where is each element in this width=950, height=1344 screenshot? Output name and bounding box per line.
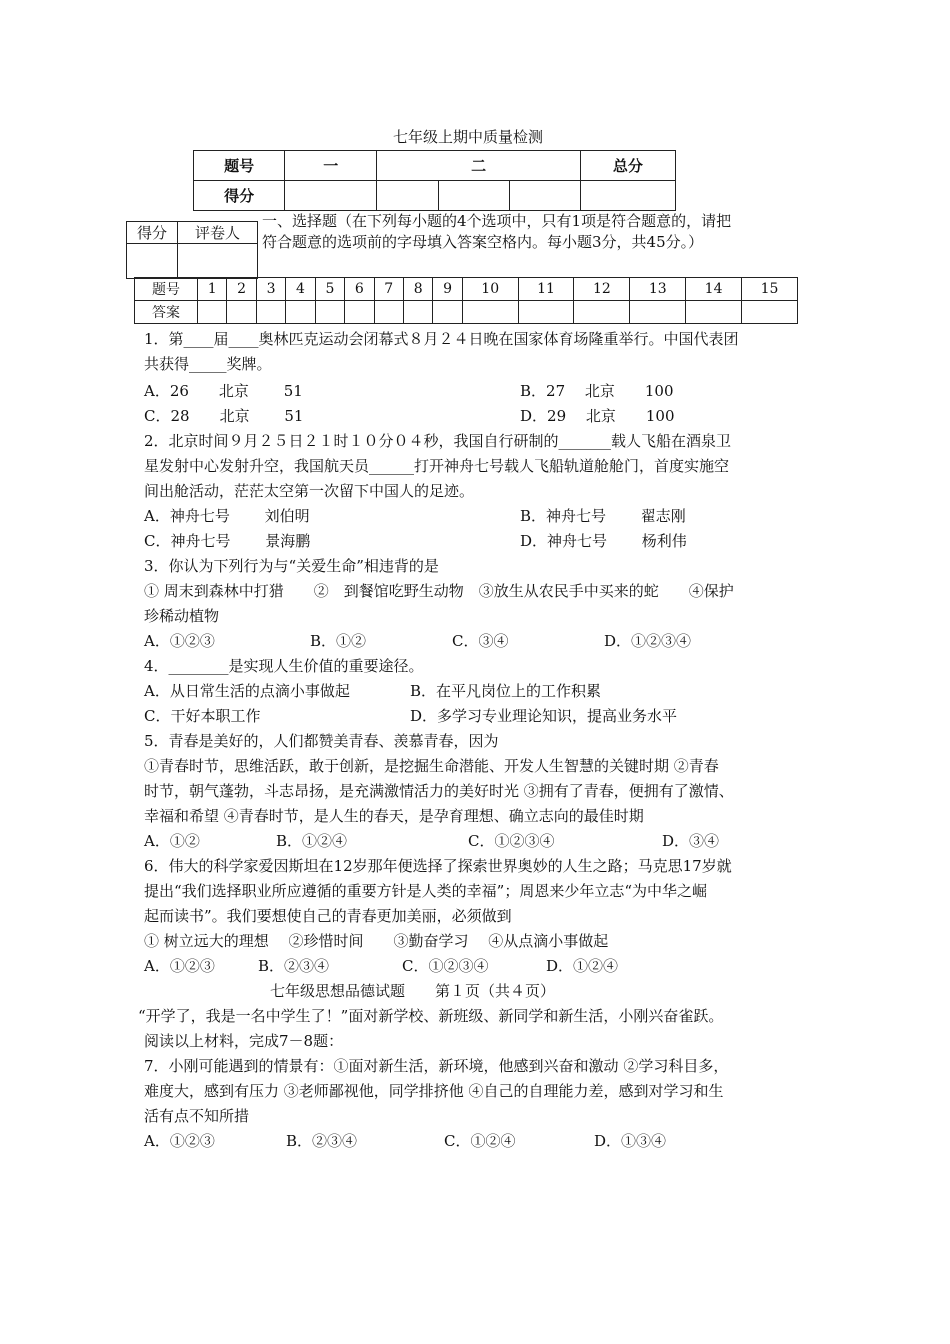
q1-option-a: A．26 北京 51 (144, 382, 303, 400)
q6-option-a: A．①②③ (144, 957, 215, 975)
page-title: 七年级上期中质量检测 (393, 128, 544, 146)
grader-name-label: 评卷人 (178, 222, 258, 244)
section1-line2: 符合题意的选项前的字母填入答案空格内。每小题3分，共45分。） (262, 233, 704, 251)
q7-line1: 7．小刚可能遇到的情景有：①面对新生活，新环境，他感到兴奋和激动 ②学习科目多， (144, 1057, 729, 1075)
q4-option-c: C．干好本职工作 (144, 707, 261, 725)
q3-option-c: C．③④ (452, 632, 509, 650)
answer-cell-1[interactable] (198, 301, 227, 324)
q2-option-b: B．神舟七号 翟志刚 (520, 507, 686, 525)
answer-header-label: 题号 (135, 278, 198, 301)
section1-line1: 一、选择题（在下列每小题的4个选项中，只有1项是符合题意的，请把 (262, 212, 732, 230)
q1-option-b: B．27 北京 100 (520, 382, 674, 400)
q1-line2: 共获得_____奖牌。 (144, 355, 272, 373)
answer-row-label: 答案 (135, 301, 198, 324)
page-footer: 七年级思想品德试题 第１页（共４页） (270, 982, 556, 1000)
q1-option-d: D．29 北京 100 (520, 407, 675, 425)
q3-line1: 3．你认为下列行为与“关爱生命”相违背的是 (144, 557, 439, 575)
score-header-qnum: 题号 (194, 151, 285, 181)
answer-table (134, 277, 798, 324)
q3-option-d: D．①②③④ (604, 632, 692, 650)
answer-qnum-13: 13 (630, 278, 686, 301)
q6-line3: 起而读书”。我们要想使自己的青春更加美丽，必须做到 (144, 907, 512, 925)
answer-qnum-4: 4 (286, 278, 315, 301)
answer-qnum-11: 11 (518, 278, 574, 301)
grader-score-cell[interactable] (127, 244, 178, 279)
answer-cell-14[interactable] (686, 301, 742, 324)
answer-cell-11[interactable] (518, 301, 574, 324)
answer-cell-9[interactable] (433, 301, 462, 324)
material-line1: “开学了，我是一名中学生了！”面对新学校、新班级、新同学和新生活，小刚兴奋雀跃。 (138, 1007, 724, 1025)
q3-line3: 珍稀动植物 (144, 607, 220, 625)
score-cell[interactable] (438, 181, 509, 211)
answer-qnum-14: 14 (686, 278, 742, 301)
q2-line2: 星发射中心发射升空，我国航天员______打开神舟七号载人飞船轨道舱舱门，首度实施空 (144, 457, 730, 475)
q5-option-c: C．①②③④ (468, 832, 555, 850)
answer-cell-15[interactable] (742, 301, 798, 324)
answer-cell-2[interactable] (227, 301, 256, 324)
answer-qnum-6: 6 (345, 278, 374, 301)
q2-option-c: C．神舟七号 景海鹏 (144, 532, 311, 550)
q5-option-a: A．①② (144, 832, 200, 850)
q7-option-a: A．①②③ (144, 1132, 215, 1150)
score-header-total: 总分 (580, 151, 675, 181)
q4-option-a: A．从日常生活的点滴小事做起 (144, 682, 350, 700)
answer-qnum-7: 7 (374, 278, 403, 301)
answer-cell-3[interactable] (256, 301, 285, 324)
q7-line3: 活有点不知所措 (144, 1107, 250, 1125)
answer-qnum-1: 1 (198, 278, 227, 301)
answer-qnum-15: 15 (742, 278, 798, 301)
answer-qnum-8: 8 (403, 278, 432, 301)
answer-cell-4[interactable] (286, 301, 315, 324)
q5-option-d: D．③④ (662, 832, 720, 850)
q1-option-c: C．28 北京 51 (144, 407, 304, 425)
answer-cell-8[interactable] (403, 301, 432, 324)
q5-option-b: B．①②④ (276, 832, 348, 850)
q7-line2: 难度大，感到有压力 ③老师鄙视他，同学排挤他 ④自己的自理能力差，感到对学习和生 (144, 1082, 724, 1100)
q2-option-d: D．神舟七号 杨利伟 (520, 532, 687, 550)
q6-option-b: B．②③④ (258, 957, 330, 975)
score-cell[interactable] (285, 181, 377, 211)
q2-line3: 间出舱活动，茫茫太空第一次留下中国人的足迹。 (144, 482, 475, 500)
q3-line2: ① 周末到森林中打猎 ② 到餐馆吃野生动物 ③放生从农民手中买来的蛇 ④保护 (144, 582, 734, 600)
score-header-part1: 一 (285, 151, 377, 181)
answer-cell-7[interactable] (374, 301, 403, 324)
q4-option-d: D．多学习专业理论知识，提高业务水平 (410, 707, 678, 725)
q2-option-a: A．神舟七号 刘伯明 (144, 507, 310, 525)
q6-line1: 6．伟大的科学家爱因斯坦在12岁那年便选择了探索世界奥妙的人生之路；马克思17岁就 (144, 857, 732, 875)
q6-line2: 提出“我们选择职业所应遵循的重要方针是人类的幸福”；周恩来少年立志“为中华之崛 (144, 882, 708, 900)
score-cell[interactable] (580, 181, 675, 211)
q4-option-b: B．在平凡岗位上的工作积累 (410, 682, 602, 700)
score-cell[interactable] (509, 181, 580, 211)
answer-qnum-3: 3 (256, 278, 285, 301)
q2-line1: 2．北京时间９月２５日２１时１０分０４秒，我国自行研制的_______载人飞船在酒泉卫 (144, 432, 732, 450)
q6-option-d: D．①②④ (546, 957, 619, 975)
answer-qnum-5: 5 (315, 278, 344, 301)
answer-qnum-9: 9 (433, 278, 462, 301)
q6-line4: ① 树立远大的理想 ②珍惜时间 ③勤奋学习 ④从点滴小事做起 (144, 932, 609, 950)
q7-option-c: C．①②④ (444, 1132, 516, 1150)
answer-qnum-2: 2 (227, 278, 256, 301)
q5-line4: 幸福和希望 ④青春时节，是人生的春天，是孕育理想、确立志向的最佳时期 (144, 807, 644, 825)
answer-qnum-12: 12 (574, 278, 630, 301)
q4-line1: 4．________是实现人生价值的重要途径。 (144, 657, 424, 675)
grader-score-label: 得分 (127, 222, 178, 244)
answer-qnum-10: 10 (462, 278, 518, 301)
q3-option-b: B．①② (310, 632, 367, 650)
score-cell[interactable] (377, 181, 438, 211)
q5-line3: 时节，朝气蓬勃，斗志昂扬，是充满激情活力的美好时光 ③拥有了青春，便拥有了激情、 (144, 782, 734, 800)
q6-option-c: C．①②③④ (402, 957, 489, 975)
q5-line1: 5．青春是美好的，人们都赞美青春、羡慕青春，因为 (144, 732, 499, 750)
score-row-label: 得分 (194, 181, 285, 211)
grader-table (126, 221, 258, 279)
q1-line1: 1．第____届____奥林匹克运动会闭幕式８月２４日晚在国家体育场隆重举行。中国代表团 (144, 330, 739, 348)
answer-cell-12[interactable] (574, 301, 630, 324)
score-header-part2: 二 (377, 151, 580, 181)
q7-option-d: D．①③④ (594, 1132, 667, 1150)
answer-cell-13[interactable] (630, 301, 686, 324)
q5-line2: ①青春时节，思维活跃，敢于创新，是挖掘生命潜能、开发人生智慧的关键时期 ②青春 (144, 757, 719, 775)
q3-option-a: A．①②③ (144, 632, 215, 650)
answer-cell-10[interactable] (462, 301, 518, 324)
answer-cell-6[interactable] (345, 301, 374, 324)
material-line2: 阅读以上材料，完成7－8题： (144, 1032, 344, 1050)
q7-option-b: B．②③④ (286, 1132, 358, 1150)
answer-cell-5[interactable] (315, 301, 344, 324)
score-table (193, 150, 676, 211)
grader-name-cell[interactable] (178, 244, 258, 279)
